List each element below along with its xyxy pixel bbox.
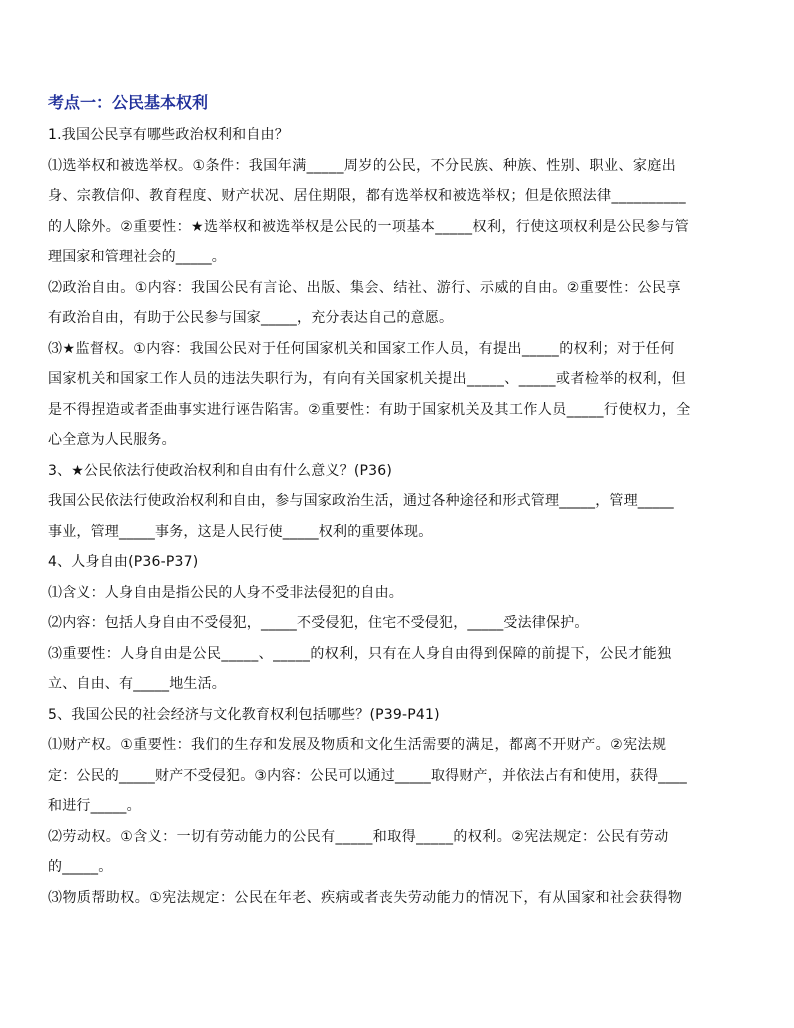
text-line: ⑶重要性：人身自由是公民_____、_____的权利，只有在人身自由得到保障的前提下，公民才能独 xyxy=(48,645,672,662)
text-line: 我国公民依法行使政治权利和自由，参与国家政治生活，通过各种途径和形式管理_____，管理_____ xyxy=(48,493,674,509)
document-page xyxy=(48,92,748,913)
text-line: ⑴含义：人身自由是指公民的人身不受非法侵犯的自由。 xyxy=(48,584,403,601)
question-line: 3、★公民依法行使政治权利和自由有什么意义？(P36) xyxy=(48,462,393,479)
text-line: 是不得捏造或者歪曲事实进行诬告陷害。②重要性：有助于国家机关及其工作人员_____行使权力，全 xyxy=(48,401,691,418)
text-line: 立、自由、有_____地生活。 xyxy=(48,676,226,692)
text-line: ⑵内容：包括人身自由不受侵犯，_____不受侵犯，住宅不受侵犯，_____受法律保护。 xyxy=(48,615,589,631)
text-line: ⑴财产权。①重要性：我们的生存和发展及物质和文化生活需要的满足，都离不开财产。②宪法规 xyxy=(48,737,667,753)
text-line: 心全意为人民服务。 xyxy=(48,432,176,448)
text-line: ⑵政治自由。①内容：我国公民有言论、出版、集会、结社、游行、示威的自由。②重要性：公民享 xyxy=(48,279,681,296)
text-line: ⑶★监督权。①内容：我国公民对于任何国家机关和国家工作人员，有提出_____的权利；对于任何 xyxy=(48,340,675,357)
text-line: ⑵劳动权。①含义：一切有劳动能力的公民有_____和取得_____的权利。②宪法规定：公民有劳动 xyxy=(48,828,669,845)
text-line: 和进行_____。 xyxy=(48,798,141,814)
text-line: 事业，管理_____事务，这是人民行使_____权利的重要体现。 xyxy=(48,523,433,540)
text-line: 国家机关和国家工作人员的违法失职行为，有向有关国家机关提出_____、_____或者检举的权利，但 xyxy=(48,371,687,387)
question-line: 5、我国公民的社会经济与文化教育权利包括哪些？(P39-P41) xyxy=(48,706,440,723)
question-line: 4、人身自由(P36-P37) xyxy=(48,554,199,570)
question-line: 1.我国公民享有哪些政治权利和自由？ xyxy=(48,127,289,143)
text-line: 理国家和管理社会的_____。 xyxy=(48,249,226,265)
text-line: ⑶物质帮助权。①宪法规定：公民在年老、疾病或者丧失劳动能力的情况下，有从国家和社会获得物 xyxy=(48,889,683,906)
section-heading: 考点一：公民基本权利 xyxy=(48,93,209,112)
text-line: ⑴选举权和被选举权。①条件：我国年满_____周岁的公民，不分民族、种族、性别、职业、家庭出 xyxy=(48,157,677,174)
text-line: 身、宗教信仰、教育程度、财产状况、居住期限，都有选举权和被选举权；但是依照法律__________ xyxy=(48,188,687,204)
text-line: 有政治自由，有助于公民参与国家_____，充分表达自己的意愿。 xyxy=(48,310,454,326)
text-line: 定：公民的_____财产不受侵犯。③内容：公民可以通过_____取得财产，并依法占有和使用，获得____ xyxy=(48,767,687,784)
text-line: 的_____。 xyxy=(48,859,113,875)
text-line: 的人除外。②重要性：★选举权和被选举权是公民的一项基本_____权利，行使这项权利是公民参与管 xyxy=(48,218,690,235)
